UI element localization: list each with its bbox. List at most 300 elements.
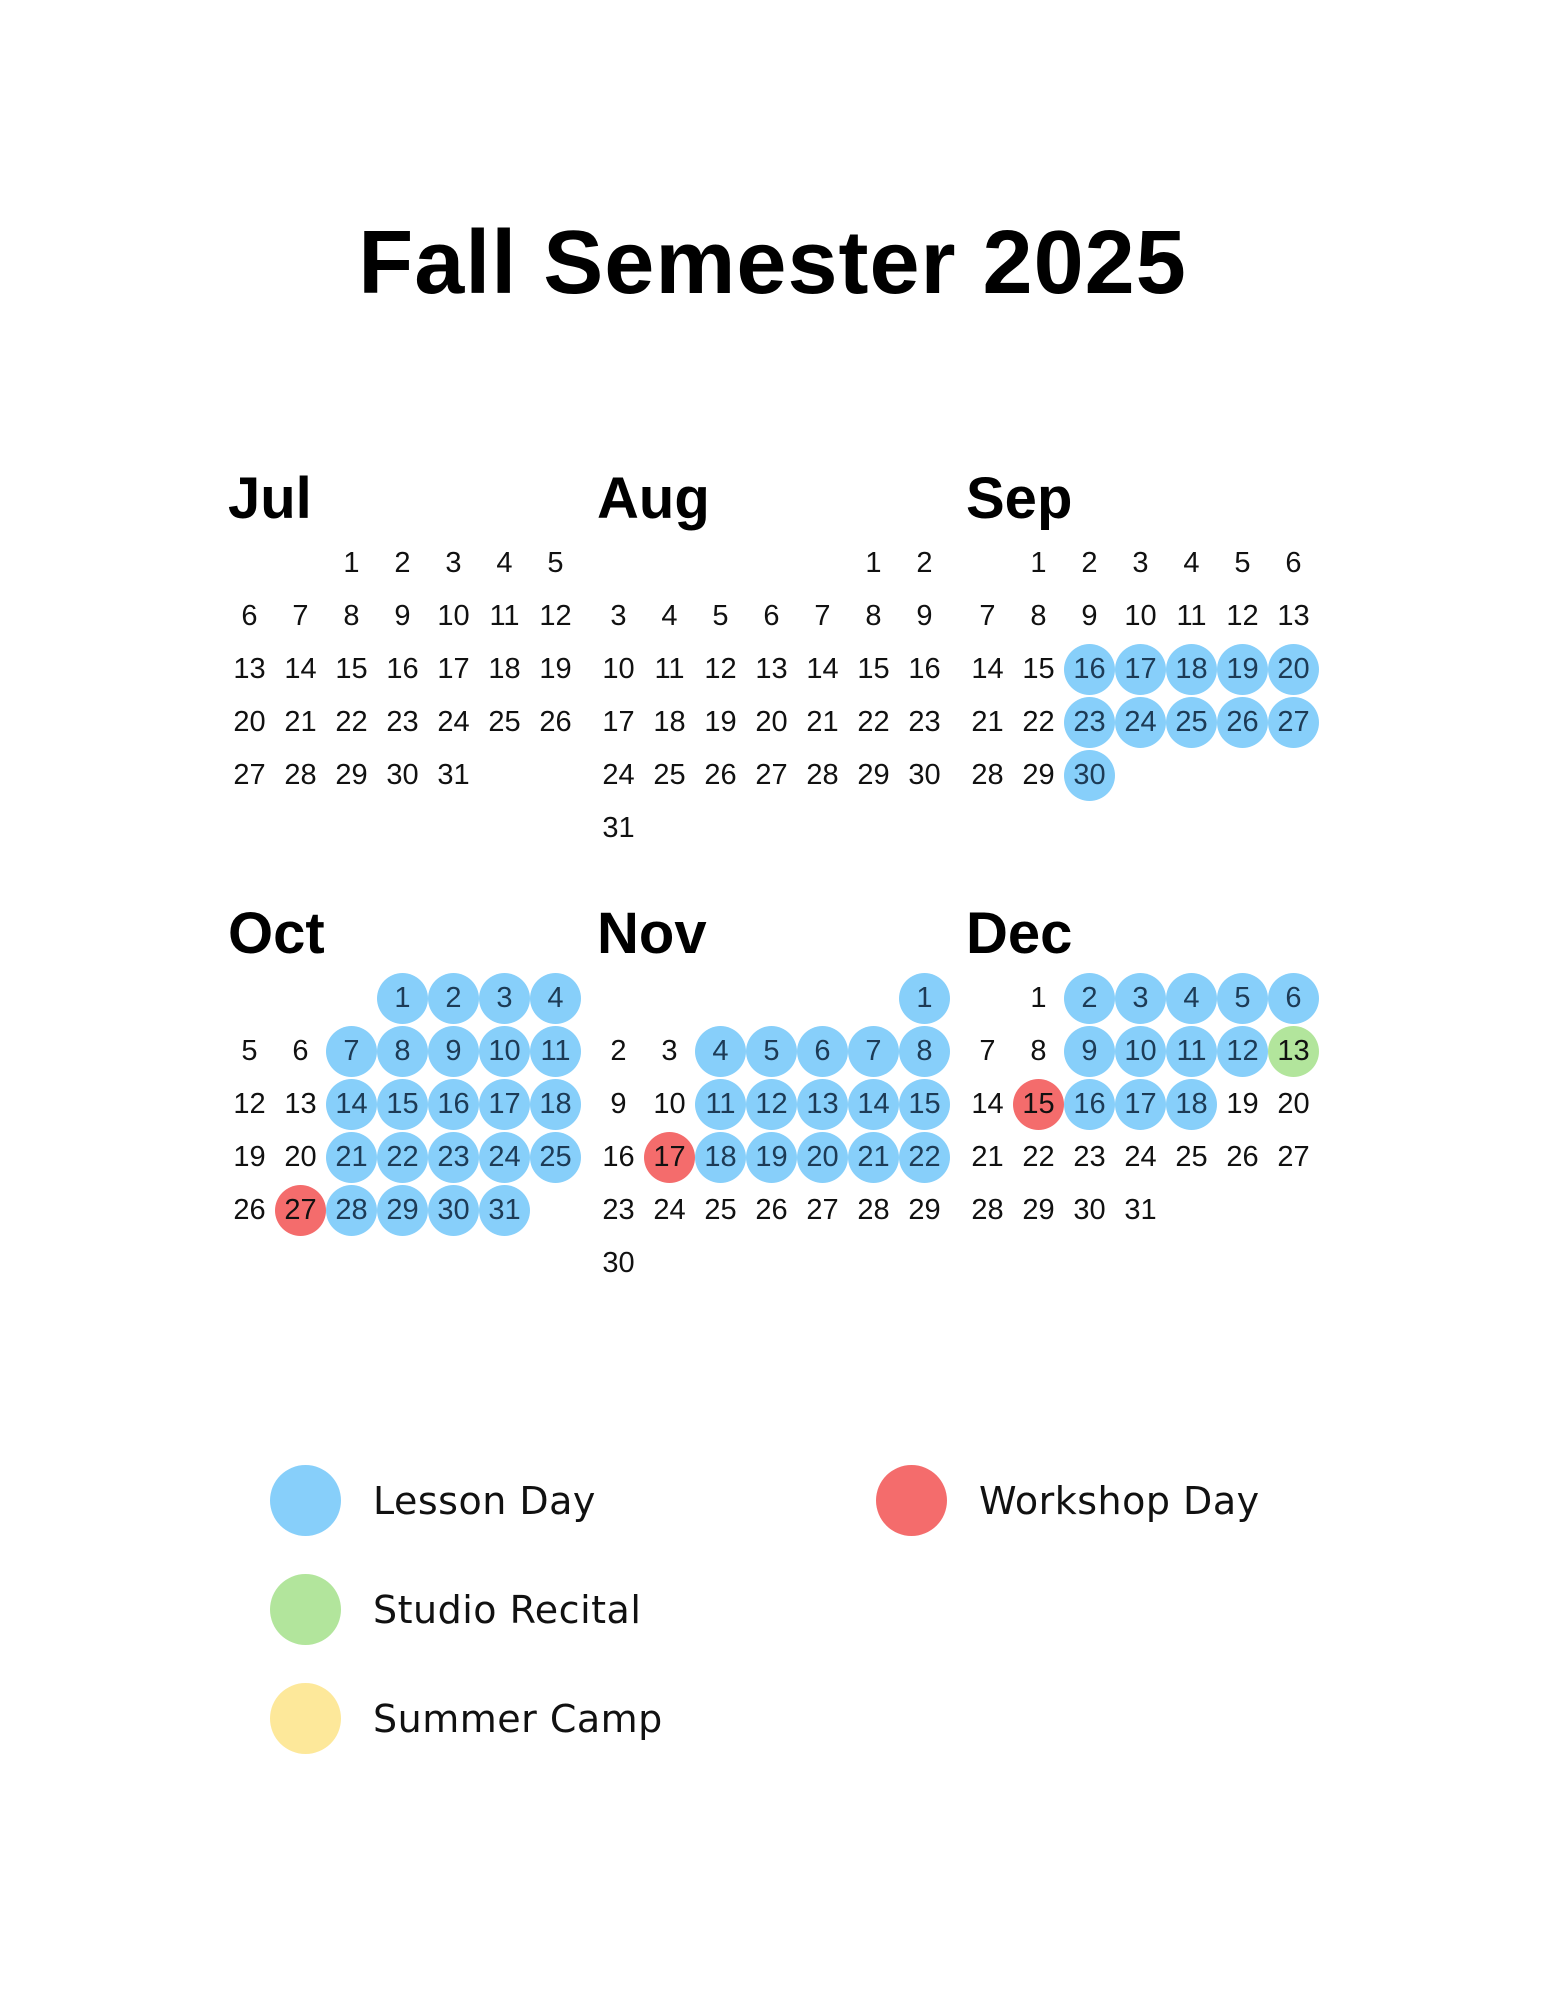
day-cell [326,643,377,696]
lesson-day-cell [1217,696,1268,749]
empty-cell [593,972,644,1025]
day-cell [797,696,848,749]
lesson-day-cell [1268,696,1319,749]
day-number: 7 [865,1035,882,1067]
day-number: 17 [437,653,470,685]
day-number: 7 [814,600,831,632]
lesson-day-cell [326,1025,377,1078]
day-cell [224,749,275,802]
day-number: 26 [1226,1141,1259,1173]
empty-cell [746,537,797,590]
day-number: 22 [1022,706,1055,738]
day-cell [1064,537,1115,590]
lesson-day-cell [1064,643,1115,696]
day-number: 10 [1124,1035,1157,1067]
legend-label: Workshop Day [979,1478,1260,1523]
day-cell [1013,972,1064,1025]
day-number: 20 [806,1141,839,1173]
lesson-day-cell [1115,696,1166,749]
legend-camp [270,1683,663,1754]
day-number: 14 [806,653,839,685]
day-number: 3 [1132,547,1149,579]
day-number: 21 [971,706,1004,738]
lesson-day-cell [1115,972,1166,1025]
day-cell [1166,1131,1217,1184]
day-number: 16 [437,1088,470,1120]
lesson-day-cell [479,1184,530,1237]
day-number: 24 [602,759,635,791]
day-cell [1166,537,1217,590]
day-number: 18 [653,706,686,738]
day-number: 2 [610,1035,627,1067]
day-cell [1064,1131,1115,1184]
lesson-day-cell [428,972,479,1025]
day-number: 29 [857,759,890,791]
day-cell [377,696,428,749]
day-cell [644,1025,695,1078]
day-number: 29 [386,1194,419,1226]
day-cell [899,590,950,643]
day-number: 30 [908,759,941,791]
day-cell [1115,1184,1166,1237]
lesson-day-cell [326,1184,377,1237]
day-cell [848,696,899,749]
day-number: 28 [971,759,1004,791]
day-number: 23 [602,1194,635,1226]
lesson-day-cell [479,1131,530,1184]
day-number: 15 [908,1088,941,1120]
day-number: 22 [1022,1141,1055,1173]
lesson-day-cell [1268,643,1319,696]
day-number: 30 [1073,1194,1106,1226]
day-cell [797,643,848,696]
day-number: 18 [1175,1088,1208,1120]
day-number: 1 [1030,982,1047,1014]
day-cell [1013,1184,1064,1237]
day-number: 30 [386,759,419,791]
day-number: 10 [1124,600,1157,632]
day-number: 17 [602,706,635,738]
day-number: 10 [437,600,470,632]
day-cell [326,537,377,590]
day-number: 4 [547,982,564,1014]
day-cell [530,696,581,749]
day-number: 9 [1081,1035,1098,1067]
lesson-day-cell [1217,1025,1268,1078]
day-cell [695,590,746,643]
empty-cell [962,537,1013,590]
page-title: Fall Semester 2025 [358,213,1187,313]
day-cell [224,1078,275,1131]
day-number: 30 [437,1194,470,1226]
day-number: 7 [979,1035,996,1067]
day-cell [848,1184,899,1237]
day-number: 13 [233,653,266,685]
day-cell [695,749,746,802]
day-number: 10 [488,1035,521,1067]
day-cell [899,749,950,802]
day-number: 13 [1277,1035,1310,1067]
day-number: 9 [1081,600,1098,632]
day-cell [479,590,530,643]
day-number: 5 [1234,547,1251,579]
lesson-day-cell [797,1078,848,1131]
day-number: 11 [1176,1035,1207,1067]
day-number: 26 [704,759,737,791]
day-number: 20 [1277,1088,1310,1120]
day-cell [1166,590,1217,643]
day-number: 12 [1226,600,1259,632]
day-cell [593,1184,644,1237]
day-cell [224,643,275,696]
day-number: 16 [602,1141,635,1173]
lesson-day-cell [695,1131,746,1184]
day-number: 27 [806,1194,839,1226]
day-cell [593,1025,644,1078]
day-cell [746,696,797,749]
day-number: 25 [488,706,521,738]
day-cell [962,749,1013,802]
lesson-day-cell [530,1025,581,1078]
day-number: 3 [610,600,627,632]
recital-day-cell [1268,1025,1319,1078]
day-cell [530,643,581,696]
day-cell [962,1184,1013,1237]
day-number: 21 [806,706,839,738]
lesson-day-cell [1115,643,1166,696]
lesson-day-cell [1166,972,1217,1025]
lesson-day-cell [1166,643,1217,696]
day-cell [1013,749,1064,802]
lesson-day-cell [899,1078,950,1131]
empty-cell [275,972,326,1025]
day-number: 9 [916,600,933,632]
legend-label: Studio Recital [373,1587,642,1632]
day-number: 5 [1234,982,1251,1014]
day-number: 19 [539,653,572,685]
day-cell [593,643,644,696]
month-name: Sep [966,466,1073,531]
day-number: 8 [394,1035,411,1067]
day-cell [275,696,326,749]
lesson-day-cell [428,1131,479,1184]
lesson-day-cell [1217,972,1268,1025]
day-cell [1115,1131,1166,1184]
legend-recital [270,1574,641,1645]
day-cell [962,1131,1013,1184]
empty-cell [962,972,1013,1025]
day-number: 27 [1277,1141,1310,1173]
month-name: Nov [597,901,707,966]
day-number: 30 [1073,759,1106,791]
day-number: 18 [488,653,521,685]
lesson-day-cell [899,1025,950,1078]
day-cell [224,1131,275,1184]
lesson-day-cell [1115,1025,1166,1078]
day-number: 18 [539,1088,572,1120]
day-cell [1217,590,1268,643]
lesson-day-cell [746,1131,797,1184]
empty-cell [797,972,848,1025]
day-cell [899,537,950,590]
day-number: 8 [1030,1035,1047,1067]
day-number: 16 [1073,653,1106,685]
day-number: 15 [386,1088,419,1120]
day-cell [899,1184,950,1237]
day-cell [224,590,275,643]
day-number: 22 [857,706,890,738]
lesson-day-cell [1217,643,1268,696]
day-cell [1013,643,1064,696]
month-grid [593,972,950,1290]
day-cell [1115,590,1166,643]
legend-workshop [876,1465,1260,1536]
day-number: 24 [1124,706,1157,738]
day-cell [428,537,479,590]
day-number: 17 [653,1141,686,1173]
lesson-day-cell [479,972,530,1025]
day-number: 31 [488,1194,521,1226]
day-number: 21 [284,706,317,738]
day-cell [962,1025,1013,1078]
day-cell [848,537,899,590]
day-number: 29 [1022,1194,1055,1226]
empty-cell [275,537,326,590]
day-number: 24 [1124,1141,1157,1173]
day-number: 20 [284,1141,317,1173]
month-grid [593,537,950,855]
lesson-day-cell [848,1025,899,1078]
day-cell [275,1078,326,1131]
day-number: 20 [1277,653,1310,685]
day-cell [428,696,479,749]
day-number: 4 [1183,547,1200,579]
day-cell [1064,590,1115,643]
day-number: 23 [386,706,419,738]
day-number: 19 [233,1141,266,1173]
lesson-day-cell [899,972,950,1025]
day-number: 8 [343,600,360,632]
day-cell [1013,696,1064,749]
day-number: 19 [1226,653,1259,685]
day-number: 1 [865,547,882,579]
lesson-day-cell [797,1131,848,1184]
day-number: 23 [1073,706,1106,738]
day-number: 9 [394,600,411,632]
day-cell [224,696,275,749]
day-cell [848,643,899,696]
empty-cell [326,972,377,1025]
day-number: 24 [653,1194,686,1226]
day-number: 18 [704,1141,737,1173]
day-cell [377,749,428,802]
day-number: 28 [335,1194,368,1226]
lesson-day-cell [695,1025,746,1078]
day-cell [1217,1131,1268,1184]
day-number: 23 [1073,1141,1106,1173]
day-number: 2 [394,547,411,579]
day-number: 27 [284,1194,317,1226]
day-number: 14 [971,653,1004,685]
month-name: Oct [228,901,325,966]
day-number: 26 [755,1194,788,1226]
day-number: 8 [865,600,882,632]
day-cell [275,1131,326,1184]
day-cell [479,643,530,696]
day-number: 15 [857,653,890,685]
lesson-day-cell [1268,972,1319,1025]
day-number: 3 [1132,982,1149,1014]
day-number: 21 [857,1141,890,1173]
lesson-day-cell [479,1078,530,1131]
day-number: 31 [1124,1194,1157,1226]
day-number: 15 [1022,653,1055,685]
camp-dot-icon [270,1683,341,1754]
day-number: 28 [284,759,317,791]
day-cell [962,590,1013,643]
day-number: 19 [704,706,737,738]
recital-dot-icon [270,1574,341,1645]
day-number: 12 [704,653,737,685]
empty-cell [593,537,644,590]
empty-cell [848,972,899,1025]
day-cell [593,802,644,855]
day-cell [593,1237,644,1290]
day-cell [1013,537,1064,590]
lesson-day-cell [530,972,581,1025]
day-number: 2 [1081,982,1098,1014]
day-cell [593,749,644,802]
day-number: 27 [233,759,266,791]
day-number: 30 [602,1247,635,1279]
lesson-day-cell [377,1131,428,1184]
lesson-day-cell [1064,696,1115,749]
day-number: 13 [1277,600,1310,632]
lesson-day-cell [1064,749,1115,802]
day-number: 11 [489,600,520,632]
day-number: 16 [1073,1088,1106,1120]
day-number: 25 [539,1141,572,1173]
day-number: 21 [335,1141,368,1173]
day-number: 12 [1226,1035,1259,1067]
day-cell [530,590,581,643]
empty-cell [746,972,797,1025]
lesson-day-cell [428,1025,479,1078]
day-number: 4 [496,547,513,579]
day-number: 29 [908,1194,941,1226]
day-cell [644,749,695,802]
day-cell [695,696,746,749]
day-cell [797,749,848,802]
day-number: 22 [335,706,368,738]
workshop-dot-icon [876,1465,947,1536]
day-number: 14 [335,1088,368,1120]
day-number: 9 [445,1035,462,1067]
day-number: 22 [908,1141,941,1173]
lesson-day-cell [377,1078,428,1131]
lesson-day-cell [428,1184,479,1237]
workshop-day-cell [275,1184,326,1237]
day-cell [377,590,428,643]
day-cell [1268,590,1319,643]
day-cell [275,749,326,802]
day-number: 12 [539,600,572,632]
day-number: 11 [1176,600,1207,632]
day-cell [275,1025,326,1078]
day-number: 23 [908,706,941,738]
day-cell [962,696,1013,749]
day-cell [797,1184,848,1237]
day-number: 8 [916,1035,933,1067]
day-number: 18 [1175,653,1208,685]
legend-label: Lesson Day [373,1478,596,1523]
day-cell [899,643,950,696]
day-number: 1 [1030,547,1047,579]
day-number: 26 [1226,706,1259,738]
month-name: Aug [597,466,710,531]
day-number: 31 [602,812,635,844]
day-number: 17 [488,1088,521,1120]
day-cell [479,696,530,749]
day-number: 26 [233,1194,266,1226]
empty-cell [224,537,275,590]
lesson-day-cell [1115,1078,1166,1131]
lesson-day-cell [530,1078,581,1131]
day-cell [479,537,530,590]
day-number: 5 [712,600,729,632]
day-cell [746,1184,797,1237]
day-cell [224,1184,275,1237]
lesson-dot-icon [270,1465,341,1536]
lesson-day-cell [1064,972,1115,1025]
day-number: 16 [386,653,419,685]
day-cell [428,749,479,802]
day-cell [224,1025,275,1078]
day-number: 2 [916,547,933,579]
day-cell [530,537,581,590]
day-number: 6 [1285,982,1302,1014]
day-number: 19 [755,1141,788,1173]
day-number: 25 [704,1194,737,1226]
day-number: 24 [437,706,470,738]
day-number: 13 [806,1088,839,1120]
day-cell [899,696,950,749]
day-number: 1 [343,547,360,579]
day-cell [593,1078,644,1131]
day-number: 25 [653,759,686,791]
day-number: 20 [233,706,266,738]
day-cell [746,749,797,802]
day-number: 11 [540,1035,571,1067]
day-number: 17 [1124,653,1157,685]
day-cell [1217,1078,1268,1131]
day-number: 17 [1124,1088,1157,1120]
lesson-day-cell [746,1078,797,1131]
day-number: 11 [654,653,685,685]
day-number: 5 [241,1035,258,1067]
lesson-day-cell [326,1131,377,1184]
day-number: 4 [1183,982,1200,1014]
day-number: 6 [814,1035,831,1067]
day-number: 3 [496,982,513,1014]
lesson-day-cell [377,1184,428,1237]
lesson-day-cell [899,1131,950,1184]
month-grid [962,537,1319,802]
day-number: 27 [755,759,788,791]
day-cell [326,696,377,749]
day-number: 13 [755,653,788,685]
day-number: 29 [1022,759,1055,791]
